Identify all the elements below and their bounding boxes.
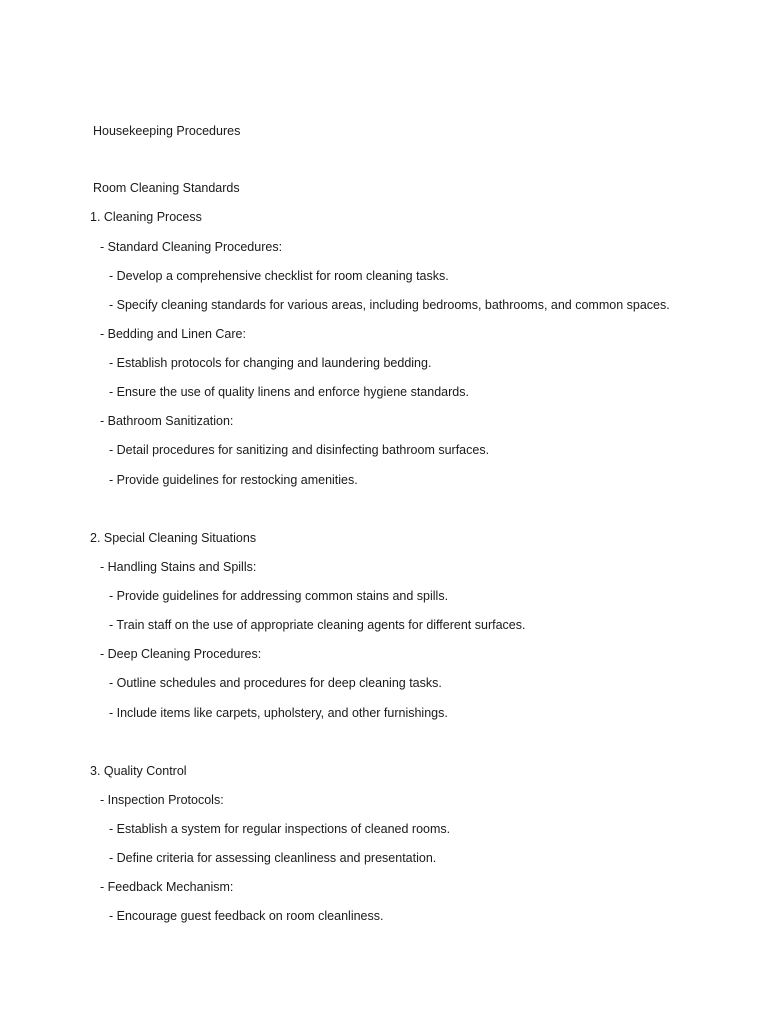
list-item: - Encourage guest feedback on room cleanliness. xyxy=(109,909,384,923)
list-item: - Provide guidelines for addressing common stains and spills. xyxy=(109,589,449,603)
subsection-heading: - Handling Stains and Spills: xyxy=(100,560,257,574)
list-item: - Establish protocols for changing and laundering bedding. xyxy=(109,356,432,370)
subsection-heading: - Bedding and Linen Care: xyxy=(100,327,246,341)
list-item: - Detail procedures for sanitizing and disinfecting bathroom surfaces. xyxy=(109,443,490,457)
section-title: Room Cleaning Standards xyxy=(93,181,240,195)
list-item: - Define criteria for assessing cleanliness and presentation. xyxy=(109,851,437,865)
subsection-heading: - Bathroom Sanitization: xyxy=(100,414,234,428)
subsection-heading: - Standard Cleaning Procedures: xyxy=(100,240,283,254)
list-item: - Establish a system for regular inspections of cleaned rooms. xyxy=(109,822,451,836)
section-heading: 1. Cleaning Process xyxy=(90,210,202,224)
list-item: - Train staff on the use of appropriate cleaning agents for different surfaces. xyxy=(109,618,526,632)
list-item: - Ensure the use of quality linens and enforce hygiene standards. xyxy=(109,385,469,399)
document-title: Housekeeping Procedures xyxy=(93,124,241,138)
list-item: - Develop a comprehensive checklist for room cleaning tasks. xyxy=(109,269,449,283)
section-heading: 2. Special Cleaning Situations xyxy=(90,531,257,545)
list-item: - Outline schedules and procedures for deep cleaning tasks. xyxy=(109,676,442,690)
list-item: - Include items like carpets, upholstery, and other furnishings. xyxy=(109,706,448,720)
section-heading: 3. Quality Control xyxy=(90,764,187,778)
subsection-heading: - Inspection Protocols: xyxy=(100,793,224,807)
list-item: - Specify cleaning standards for various areas, including bedrooms, bathrooms, and common spaces. xyxy=(109,298,670,312)
list-item: - Provide guidelines for restocking amenities. xyxy=(109,473,358,487)
subsection-heading: - Feedback Mechanism: xyxy=(100,880,234,894)
subsection-heading: - Deep Cleaning Procedures: xyxy=(100,647,262,661)
